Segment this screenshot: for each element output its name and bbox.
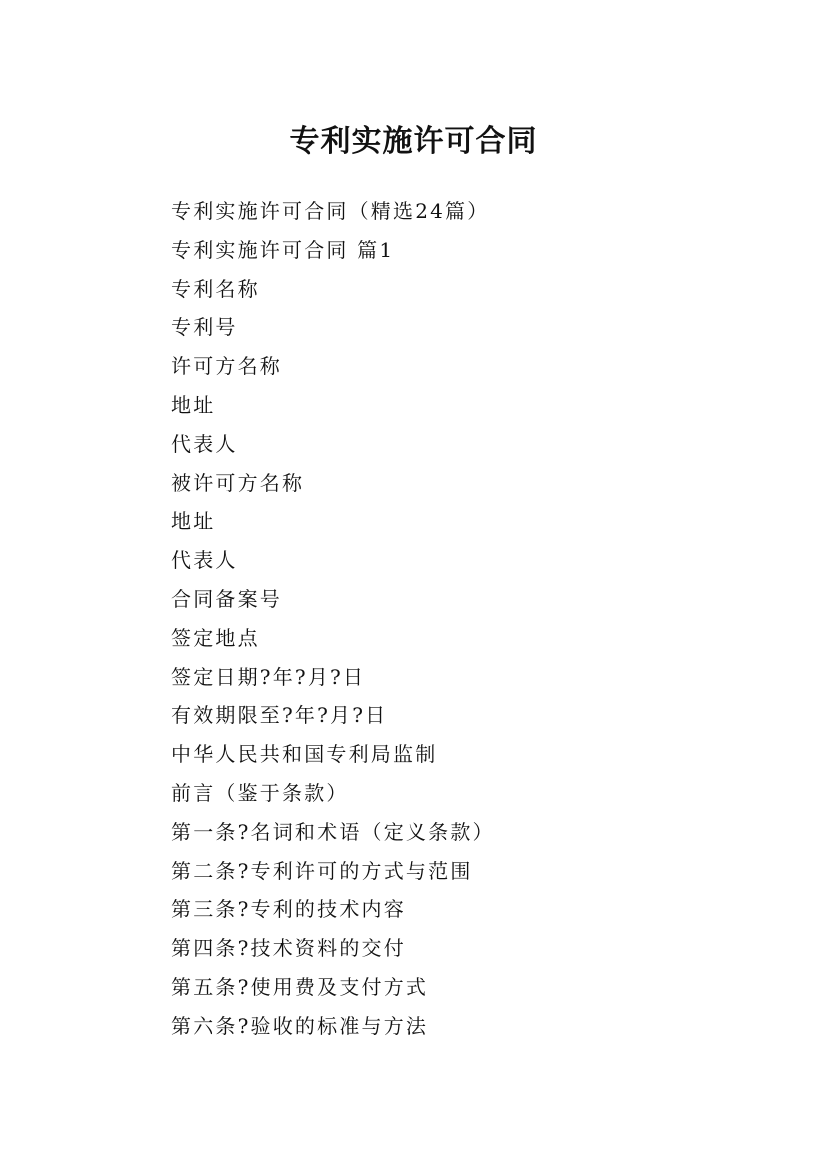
body-line: 专利实施许可合同（精选24篇）	[171, 199, 490, 223]
body-line: 专利实施许可合同 篇1	[171, 237, 395, 262]
body-line: 前言（鉴于条款）	[171, 780, 349, 805]
body-line: 专利名称	[171, 276, 260, 301]
body-line: 中华人民共和国专利局监制	[171, 742, 438, 767]
body-line: 地址	[171, 509, 216, 534]
body-line: 代表人	[171, 548, 238, 573]
body-line: 被许可方名称	[171, 470, 305, 495]
body-line: 专利号	[171, 315, 238, 340]
body-line: 许可方名称	[171, 354, 282, 379]
document-body	[171, 196, 771, 1050]
body-line: 第一条?名词和术语（定义条款）	[171, 819, 495, 844]
body-line: 第二条?专利许可的方式与范围	[171, 858, 473, 883]
body-line: 合同备案号	[171, 586, 282, 611]
body-line: 代表人	[171, 431, 238, 456]
body-line: 地址	[171, 392, 216, 417]
document-title: 专利实施许可合同	[289, 124, 538, 160]
body-line: 第三条?专利的技术内容	[171, 897, 406, 922]
body-line: 有效期限至?年?月?日	[171, 703, 388, 728]
body-line: 签定地点	[171, 625, 260, 650]
body-line: 第四条?技术资料的交付	[171, 936, 406, 961]
body-line: 签定日期?年?月?日	[171, 664, 366, 689]
body-line: 第六条?验收的标准与方法	[171, 1013, 429, 1038]
body-line: 第五条?使用费及支付方式	[171, 974, 429, 999]
